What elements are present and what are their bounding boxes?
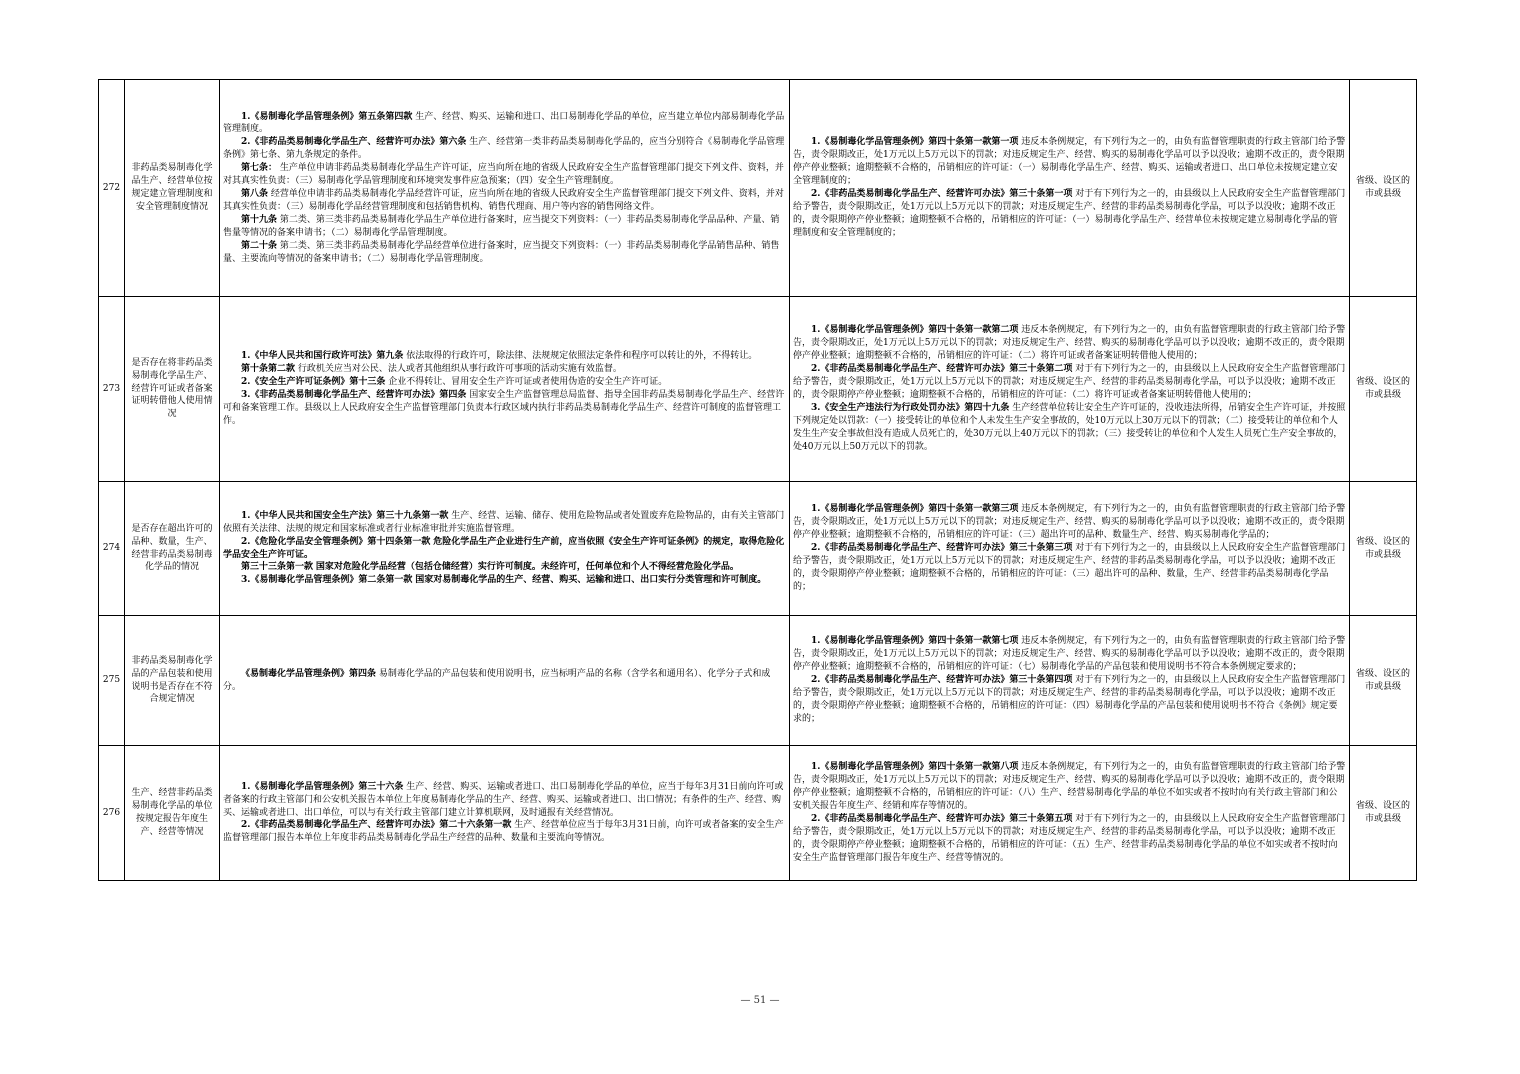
penalty-basis <box>790 297 1350 482</box>
regulation-table <box>98 79 1417 881</box>
penalty-text: 违反本条例规定，有下列行为之一的，由负有监督管理职责的行政主管部门给予警告，责令限期改正，处1万元以上5万元以下的罚款；对违反规定生产、经营、购买的易制毒化学品可以予以没收；逾期不改正的，责令限期停产停业整顿；逾期整顿不合格的，吊销相应的许可证：（一）易制毒化学品生产、经营、购买、运输或者进口、出口单位未按规定建立安全管理制度的； <box>793 137 1346 187</box>
penalty-basis <box>790 80 1350 297</box>
basis-text: 生产、经营第一类非药品类易制毒化学品的，应当分别符合《易制毒化学品管理条例》第七条、第九条规定的条件。 <box>223 137 785 161</box>
penalty-text: 违反本条例规定，有下列行为之一的，由负有监督管理职责的行政主管部门给予警告，责令限期改正，处1万元以上5万元以下的罚款；对违反规定生产、经营、购买的易制毒化学品可以予以没收；逾期不改正的，责令限期停产停业整顿；逾期整顿不合格的，吊销相应的许可证：（二）将许可证或者备案证明转借他人使用的； <box>793 325 1346 362</box>
basis-paragraph <box>223 136 786 162</box>
basis-paragraph <box>223 389 786 428</box>
penalty-paragraph <box>793 674 1346 726</box>
penalty-text: 对于有下列行为之一的，由县级以上人民政府安全生产监督管理部门给予警告，责令限期改正，处1万元以上5万元以下的罚款；对违反规定生产、经营的非药品类易制毒化学品，可以予以没收；逾期不改正的，责令限期停产停业整顿；逾期整顿不合格的，吊销相应的许可证：（五）生产、经营非药品类易制毒化学品的单位不如实或者不按时向安全生产监督管理部门报告年度生产、经营等情况的。 <box>793 814 1346 863</box>
basis-paragraph <box>223 510 786 536</box>
basis-paragraph <box>223 561 786 574</box>
basis-citation: 第十条第二款 <box>241 364 296 375</box>
table-row <box>99 80 1417 297</box>
penalty-paragraph <box>793 136 1346 188</box>
basis-text: 国家安全生产监督管理总局监督、指导全国非药品类易制毒化学品生产、经营许可和备案管理工作。县级以上人民政府安全生产监督管理部门负责本行政区域内执行非药品类易制毒化学品生产、经营许可制度的监督管理工作。 <box>223 390 785 426</box>
row-number: 274 <box>99 482 125 616</box>
legal-basis <box>220 482 790 616</box>
penalty-basis <box>790 746 1350 881</box>
basis-paragraph <box>223 162 786 188</box>
basis-citation: 1.《易制毒化学品管理条例》第三十六条 <box>241 781 404 792</box>
row-number: 276 <box>99 746 125 881</box>
penalty-basis <box>790 482 1350 616</box>
basis-paragraph <box>223 376 786 389</box>
basis-text: 企业不得转让、冒用安全生产许可证或者使用伪造的安全生产许可证。 <box>388 377 668 388</box>
penalty-citation: 2.《非药品类易制毒化学品生产、经营许可办法》第三十条第五项 <box>811 814 1073 824</box>
basis-citation: 第三十三条第一款 <box>241 562 314 573</box>
enforcement-level: 省级、设区的市或县级 <box>1350 80 1417 297</box>
penalty-text: 违反本条例规定，有下列行为之一的，由负有监督管理职责的行政主管部门给予警告，责令限期改正，处1万元以上5万元以下的罚款；对违反规定生产、经营、购买的易制毒化学品可以予以没收；逾期不改正的，责令限期停产停业整顿；逾期整顿不合格的，吊销相应的许可证：（七）易制毒化学品的产品包装和使用说明书不符合本条例规定要求的； <box>793 636 1346 673</box>
penalty-text: 违反本条例规定，有下列行为之一的，由负有监督管理职责的行政主管部门给予警告，责令限期改正，处1万元以上5万元以下的罚款；对违反规定生产、经营、购买的易制毒化学品可以予以没收；逾期不改正的，责令限期停产停业整顿；逾期整顿不合格的，吊销相应的许可证：（八）生产、经营易制毒化学品的单位不如实或者不按时向有关行政主管部门和公安机关报告年度生产、经销和库存等情况的。 <box>793 762 1346 812</box>
penalty-text: 生产经营单位转让安全生产许可证的，没收违法所得，吊销安全生产许可证，并按照下列规定处以罚款：（一）接受转让的单位和个人未发生生产安全事故的，处10万元以上30万元以下的罚款；（二）接受转让的单位和个人发生生产安全事故但没有造成人员死亡的，处30万元以上40万元以下的罚款；（三）接受转让的单位和个人发生人员死亡生产安全事故的，处40万元以上50万元以下的罚款。 <box>793 402 1346 452</box>
inspection-item: 是否存在将非药品类易制毒化学品生产、经营许可证或者备案证明转借他人使用情况 <box>125 297 220 482</box>
penalty-citation: 1.《易制毒化学品管理条例》第四十条第一款第七项 <box>811 636 1019 647</box>
inspection-item: 非药品类易制毒化学品的产品包装和使用说明书是否存在不符合规定情况 <box>125 616 220 746</box>
basis-text: 国家对易制毒化学品的生产、经营、购买、运输和进口、出口实行分类管理和许可制度。 <box>415 575 767 586</box>
table-row <box>99 616 1417 746</box>
penalty-citation: 2.《非药品类易制毒化学品生产、经营许可办法》第三十条第四项 <box>811 675 1073 686</box>
basis-citation: 1.《中华人民共和国行政许可法》第九条 <box>241 351 404 362</box>
basis-citation: 2.《非药品类易制毒化学品生产、经营许可办法》第六条 <box>241 137 467 148</box>
basis-paragraph <box>223 214 786 240</box>
penalty-citation: 1.《易制毒化学品管理条例》第四十条第一款第八项 <box>811 762 1019 773</box>
basis-text: 生产、经营单位应当于每年3月31日前，向许可或者备案的安全生产监督管理部门报告本单位上年度非药品类易制毒化学品生产经营的品种、数量和主要流向等情况。 <box>223 820 784 844</box>
basis-text: 国家对危险化学品经营（包括仓储经营）实行许可制度。未经许可，任何单位和个人不得经营危险化学品。 <box>315 562 739 573</box>
legal-basis <box>220 297 790 482</box>
table-row <box>99 297 1417 482</box>
enforcement-level: 省级、设区的市或县级 <box>1350 616 1417 746</box>
basis-citation: 《易制毒化学品管理条例》第四条 <box>241 668 377 679</box>
basis-citation: 2.《非药品类易制毒化学品生产、经营许可办法》第二十六条第一款 <box>241 820 512 831</box>
penalty-text: 对于有下列行为之一的，由县级以上人民政府安全生产监督管理部门给予警告，责令限期改正，处1万元以上5万元以下的罚款；对违反规定生产、经营的非药品类易制毒化学品，可以予以没收；逾期不改正的，责令限期停产停业整顿；逾期整顿不合格的，吊销相应的许可证：（三）超出许可的品种、数量，生产、经营非药品类易制毒化学品的； <box>793 543 1346 592</box>
penalty-text: 对于有下列行为之一的，由县级以上人民政府安全生产监督管理部门给予警告，责令限期改正，处1万元以上5万元以下的罚款；对违反规定生产、经营的非药品类易制毒化学品，可以予以没收；逾期不改正的，责令限期停产停业整顿；逾期整顿不合格的，吊销相应的许可证：（一）易制毒化学品生产、经营单位未按规定建立易制毒化学品的管理制度和安全管理制度的； <box>793 189 1346 238</box>
penalty-citation: 2.《非药品类易制毒化学品生产、经营许可办法》第三十条第三项 <box>811 543 1073 554</box>
inspection-item: 是否存在超出许可的品种、数量，生产、经营非药品类易制毒化学品的情况 <box>125 482 220 616</box>
basis-text: 生产、经营、运输、储存、使用危险物品或者处置废弃危险物品的，由有关主管部门依照有关法律、法规的规定和国家标准或者行业标准审批并实施监督管理。 <box>223 510 785 534</box>
table-row <box>99 482 1417 616</box>
legal-basis <box>220 616 790 746</box>
basis-paragraph <box>223 574 786 587</box>
basis-citation: 3.《非药品类易制毒化学品生产、经营许可办法》第四条 <box>241 390 467 400</box>
inspection-item: 非药品类易制毒化学品生产、经营单位按规定建立管理制度和安全管理制度情况 <box>125 80 220 297</box>
penalty-paragraph <box>793 363 1346 402</box>
page-number: — 51 — <box>740 995 780 1006</box>
penalty-paragraph <box>793 542 1346 594</box>
penalty-basis <box>790 616 1350 746</box>
basis-text: 第二类、第三类非药品类易制毒化学品经营单位进行备案时，应当提交下列资料：（一）非药品类易制毒化学品销售品种、销售量、主要流向等情况的备案申请书；（二）易制毒化学品管理制度。 <box>223 240 780 264</box>
penalty-citation: 1.《易制毒化学品管理条例》第四十条第一款第二项 <box>811 325 1019 336</box>
basis-paragraph <box>223 781 786 820</box>
basis-text: 生产单位申请非药品类易制毒化学品生产许可证，应当向所在地的省级人民政府安全生产监督管理部门提交下列文件、资料，并对其真实性负责：（三）易制毒化学品管理制度和环境突发事件应急预案；（四）安全生产管理制度。 <box>223 163 784 187</box>
basis-text: 危险化学品生产企业进行生产前，应当依照《安全生产许可证条例》的规定，取得危险化学品安全生产许可证。 <box>223 536 785 560</box>
basis-citation: 1.《中华人民共和国安全生产法》第三十九条第一款 <box>241 510 449 521</box>
penalty-citation: 3.《安全生产违法行为行政处罚办法》第四十九条 <box>811 402 1010 413</box>
basis-text: 经营单位申请非药品类易制毒化学品经营许可证，应当向所在地的省级人民政府安全生产监督管理部门提交下列文件、资料，并对其真实性负责：（三）易制毒化学品经营管理制度和包括销售机构、销售代理商、用户等内容的销售网络文件。 <box>223 189 784 212</box>
penalty-citation: 2.《非药品类易制毒化学品生产、经营许可办法》第三十条第一项 <box>811 189 1073 199</box>
row-number: 273 <box>99 297 125 482</box>
inspection-item: 生产、经营非药品类易制毒化学品的单位按规定报告年度生产、经营等情况 <box>125 746 220 881</box>
penalty-paragraph <box>793 761 1346 813</box>
basis-paragraph <box>223 350 786 363</box>
basis-text: 行政机关应当对公民、法人或者其他组织从事行政许可事项的活动实施有效监督。 <box>297 364 622 375</box>
penalty-citation: 1.《易制毒化学品管理条例》第四十条第一款第三项 <box>811 504 1019 515</box>
penalty-paragraph <box>793 503 1346 542</box>
legal-basis <box>220 746 790 881</box>
enforcement-level: 省级、设区的市或县级 <box>1350 482 1417 616</box>
legal-basis <box>220 80 790 297</box>
penalty-text: 违反本条例规定，有下列行为之一的，由负有监督管理职责的行政主管部门给予警告，责令限期改正，处1万元以上5万元以下的罚款；对违反规定生产、经营、购买的易制毒化学品可以予以没收；逾期不改正的，责令限期停产停业整顿；逾期整顿不合格的，吊销相应的许可证：（三）超出许可的品种、数量生产、经营、购买易制毒化学品的； <box>793 504 1346 541</box>
enforcement-level: 省级、设区的市或县级 <box>1350 746 1417 881</box>
basis-citation: 1.《易制毒化学品管理条例》第五条第四款 <box>241 111 413 122</box>
penalty-paragraph <box>793 813 1346 865</box>
penalty-paragraph <box>793 635 1346 674</box>
penalty-citation: 1.《易制毒化学品管理条例》第四十条第一款第一项 <box>811 137 1019 148</box>
penalty-paragraph <box>793 188 1346 240</box>
basis-citation: 第八条 <box>241 189 269 199</box>
basis-citation: 2.《危险化学品安全管理条例》第十四条第一款 <box>241 536 431 547</box>
basis-paragraph <box>223 363 786 376</box>
basis-paragraph <box>223 240 786 266</box>
enforcement-level: 省级、设区的市或县级 <box>1350 297 1417 482</box>
basis-paragraph <box>223 668 786 694</box>
basis-citation: 2.《安全生产许可证条例》第十三条 <box>241 377 386 388</box>
basis-paragraph <box>223 819 786 845</box>
row-number: 272 <box>99 80 125 297</box>
basis-paragraph <box>223 188 786 214</box>
basis-text: 第二类、第三类非药品类易制毒化学品生产单位进行备案时，应当提交下列资料：（一）非药品类易制毒化学品品种、产量、销售量等情况的备案申请书；（二）易制毒化学品管理制度。 <box>223 214 780 238</box>
basis-text: 依法取得的行政许可，除法律、法规规定依照法定条件和程序可以转让的外，不得转让。 <box>406 351 758 362</box>
table-row <box>99 746 1417 881</box>
basis-paragraph <box>223 111 786 137</box>
penalty-text: 对于有下列行为之一的，由县级以上人民政府安全生产监督管理部门给予警告，责令限期改正，处1万元以上5万元以下的罚款；对违反规定生产、经营的非药品类易制毒化学品，可以予以没收；逾期不改正的，责令限期停产停业整顿；逾期整顿不合格的，吊销相应的许可证：（二）将许可证或者备案证明转借他人使用的； <box>793 364 1346 400</box>
basis-paragraph <box>223 536 786 562</box>
penalty-paragraph <box>793 402 1346 454</box>
basis-text: 生产、经营、购买、运输或者进口、出口易制毒化学品的单位，应当于每年3月31日前向许可或者备案的行政主管部门和公安机关报告本单位上年度易制毒化学品的生产、经营、购买、运输或者进口、出口情况；有条件的生产、经营、购买、运输或者进口、出口单位，可以与有关行政主管部门建立计算机联网，及时通报有关经营情况。 <box>223 781 784 818</box>
basis-citation: 第二十条 <box>241 240 278 251</box>
penalty-paragraph <box>793 324 1346 363</box>
penalty-citation: 2.《非药品类易制毒化学品生产、经营许可办法》第三十条第二项 <box>811 364 1073 375</box>
basis-citation: 3.《易制毒化学品管理条例》第二条第一款 <box>241 575 413 586</box>
row-number: 275 <box>99 616 125 746</box>
basis-text: 易制毒化学品的产品包装和使用说明书，应当标明产品的名称（含学名和通用名）、化学分子式和成分。 <box>223 668 771 692</box>
basis-citation: 第十九条 <box>241 214 278 225</box>
basis-citation: 第七条： <box>241 163 278 174</box>
penalty-text: 对于有下列行为之一的，由县级以上人民政府安全生产监督管理部门给予警告，责令限期改正，处1万元以上5万元以下的罚款；对违反规定生产、经营的非药品类易制毒化学品，可以予以没收；逾期不改正的，责令限期停产停业整顿；逾期整顿不合格的，吊销相应的许可证：（四）易制毒化学品的产品包装和使用说明书不符合《条例》规定要求的； <box>793 675 1346 724</box>
basis-text: 生产、经营、购买、运输和进口、出口易制毒化学品的单位，应当建立单位内部易制毒化学品管理制度。 <box>223 111 785 135</box>
